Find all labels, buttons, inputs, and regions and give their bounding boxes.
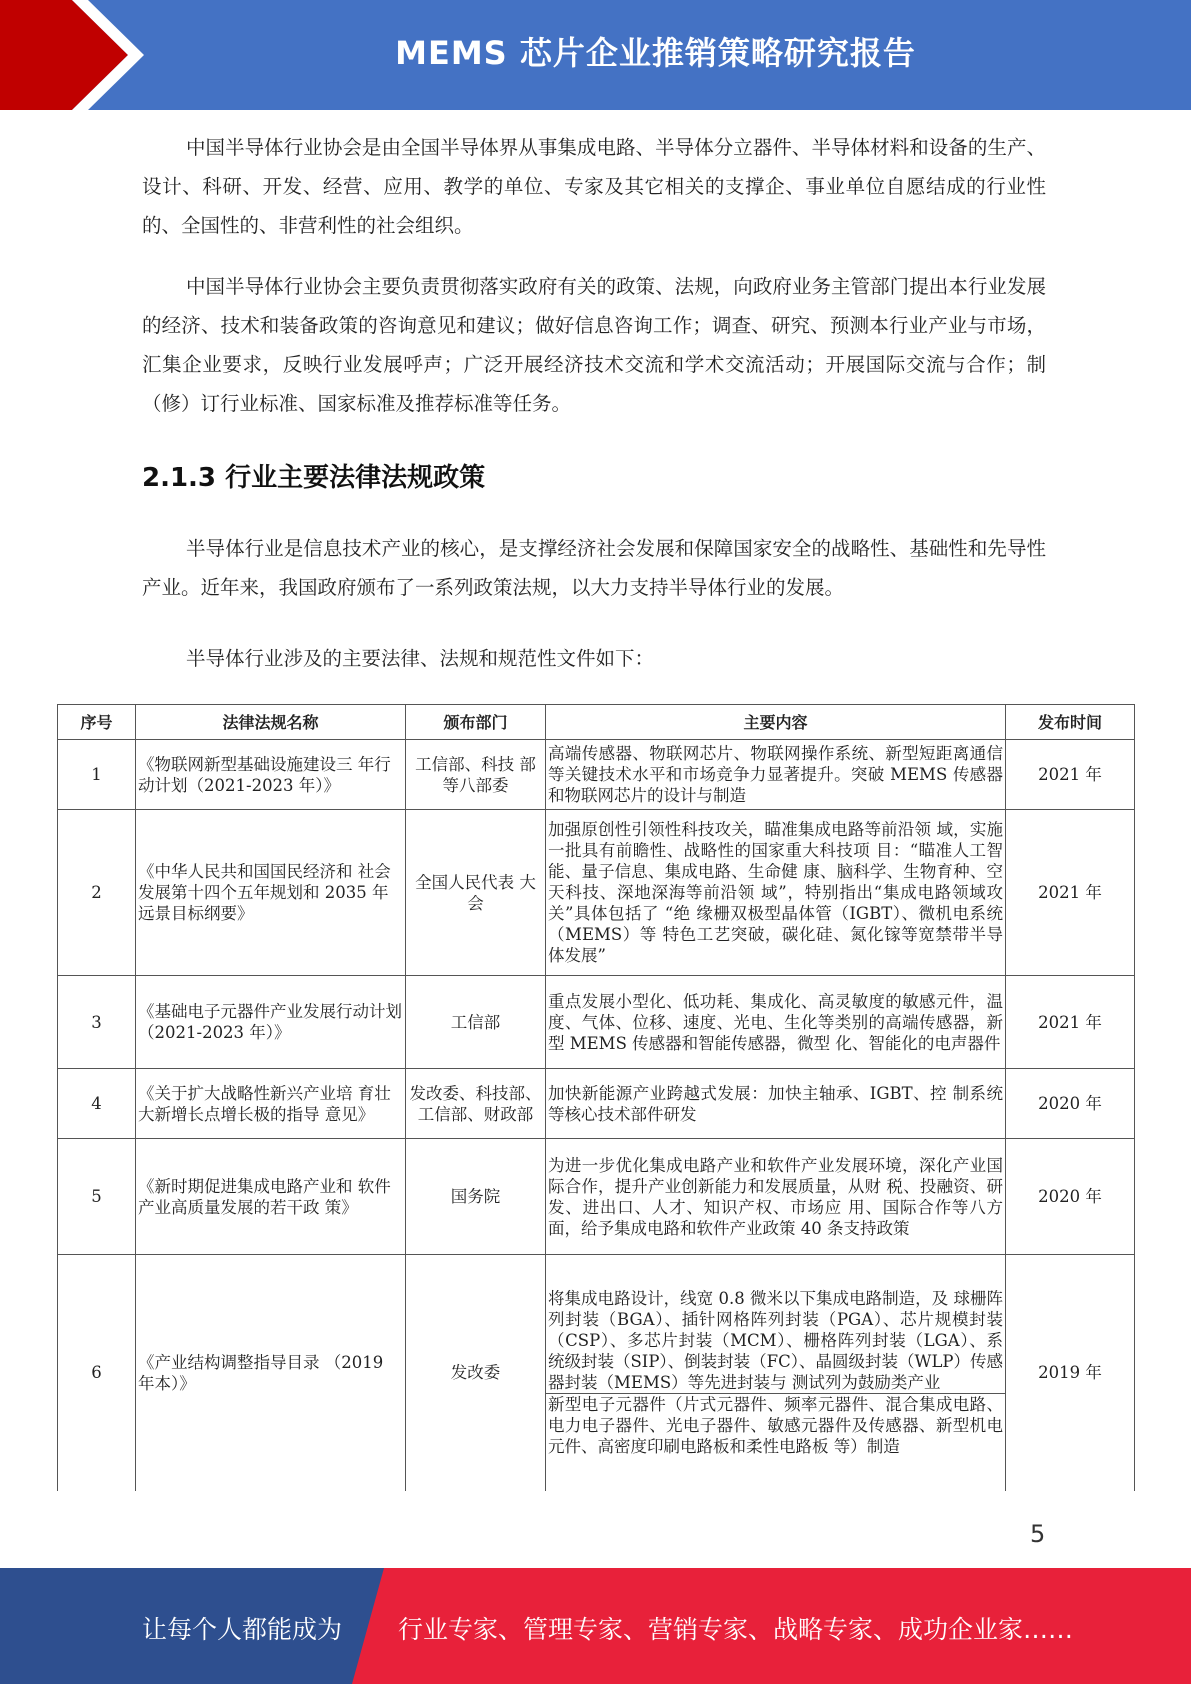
table-row	[58, 1069, 1135, 1139]
cell-content: 加强原创性引领性科技攻关，瞄准集成电路等前沿领 域，实施一批具有前瞻性、战略性的国家重大科技项 目：“瞄准人工智能、量子信息、集成电路、生命健 康、脑科学、生物育种、空天科技、深地深海等前沿领 域”，特别指出“集成电路领域攻关”具体包括了 “绝 缘栅双极型晶体管（IGBT）、微机电系统（MEMS）等 特色工艺突破，碳化硅、氮化镓等宽禁带半导体发展”	[546, 810, 1006, 976]
cell-content: 重点发展小型化、低功耗、集成化、高灵敏度的敏感元件，温度、气体、位移、速度、光电、生化等类别的高端传感器，新型 MEMS 传感器和智能传感器，微型 化、智能化的电声器件	[546, 976, 1006, 1069]
cell-no: 1	[58, 740, 136, 810]
cell-content-part: 新型电子元器件（片式元器件、频率元器件、混合集成电路、电力电子器件、光电子器件、敏感元器件及传感器、新型机电元件、高密度印刷电路板和柔性电路板 等）制造	[548, 1395, 1003, 1457]
table-row	[58, 1139, 1135, 1255]
paragraph-association-duties: 中国半导体行业协会主要负责贯彻落实政府有关的政策、法规，向政府业务主管部门提出本行业发展的经济、技术和装备政策的咨询意见和建议；做好信息咨询工作；调查、研究、预测本行业产业与市场，汇集企业要求，反映行业发展呼声；广泛开展经济技术交流和学术交流活动；开展国际交流与合作；制（修）订行业标准、国家标准及推荐标准等任务。	[142, 275, 1046, 415]
cell-content-part: 将集成电路设计，线宽 0.8 微米以下集成电路制造，及 球栅阵列封装（BGA）、插针网格阵列封装（PGA）、芯片规模封装（CSP）、多芯片封装（MCM）、栅格阵列封装（LGA）、系统级封装（SIP）、倒装封装（FC）、晶圆级封装（WLP）传感器封装（MEMS）等先进封装与 测试列为鼓励类产业	[548, 1289, 1004, 1393]
col-header-date: 发布时间	[1006, 705, 1135, 740]
table-row	[58, 740, 1135, 810]
page-number: 5	[1030, 1520, 1046, 1548]
cell-name: 《新时期促进集成电路产业和 软件产业高质量发展的若干政 策》	[136, 1139, 406, 1255]
cell-no: 3	[58, 976, 136, 1069]
cell-dept: 工信部	[406, 976, 546, 1069]
paragraph-table-intro: 半导体行业涉及的主要法律、法规和规范性文件如下：	[186, 647, 655, 670]
cell-name: 《物联网新型基础设施建设三 年行动计划（2021-2023 年）》	[136, 740, 406, 810]
cell-dept: 发改委	[406, 1255, 546, 1491]
cell-date: 2019 年	[1006, 1255, 1135, 1491]
cell-dept: 全国人民代表 大会	[406, 810, 546, 976]
cell-name: 《基础电子元器件产业发展行动计划（2021-2023 年）》	[136, 976, 406, 1069]
table-row	[58, 976, 1135, 1069]
col-header-content: 主要内容	[546, 705, 1006, 740]
footer-slogan-right: 行业专家、管理专家、营销专家、战略专家、成功企业家……	[398, 1615, 1074, 1644]
cell-no: 5	[58, 1139, 136, 1255]
paragraph-industry-core: 半导体行业是信息技术产业的核心，是支撑经济社会发展和保障国家安全的战略性、基础性和先导性产业。近年来，我国政府颁布了一系列政策法规，以大力支持半导体行业的发展。	[142, 537, 1046, 599]
cell-name: 《中华人民共和国国民经济和 社会发展第十四个五年规划和 2035 年远景目标纲要》	[136, 810, 406, 976]
table-row	[58, 1255, 1135, 1491]
cell-dept: 工信部、科技 部等八部委	[406, 740, 546, 810]
col-header-dept: 颁布部门	[406, 705, 546, 740]
col-header-name: 法律法规名称	[136, 705, 406, 740]
cell-dept: 发改委、科技部、工信部、财政部	[406, 1069, 546, 1139]
report-title: MEMS 芯片企业推销策略研究报告	[395, 34, 916, 72]
cell-date: 2021 年	[1006, 976, 1135, 1069]
cell-date: 2021 年	[1006, 740, 1135, 810]
cell-date: 2020 年	[1006, 1069, 1135, 1139]
cell-no: 2	[58, 810, 136, 976]
page-header	[0, 0, 1191, 110]
cell-content: 为进一步优化集成电路产业和软件产业发展环境，深化产业国际合作，提升产业创新能力和发展质量，从财 税、投融资、研发、进出口、人才、知识产权、市场应 用、国际合作等八方面，给予集成电路和软件产业政策 40 条支持政策	[546, 1139, 1006, 1255]
cell-date: 2021 年	[1006, 810, 1135, 976]
paragraph-association-intro: 中国半导体行业协会是由全国半导体界从事集成电路、半导体分立器件、半导体材料和设备的生产、设计、科研、开发、经营、应用、教学的单位、专家及其它相关的支撑企、事业单位自愿结成的行业性的、全国性的、非营利性的社会组织。	[142, 136, 1046, 237]
table-header-row	[58, 705, 1135, 740]
section-heading: 2.1.3 行业主要法律法规政策	[142, 463, 486, 493]
table-row	[58, 810, 1135, 976]
cell-content: 加快新能源产业跨越式发展：加快主轴承、IGBT、控 制系统等核心技术部件研发	[546, 1069, 1006, 1139]
cell-content	[546, 1255, 1006, 1491]
page-footer	[0, 1568, 1191, 1684]
cell-no: 4	[58, 1069, 136, 1139]
cell-dept: 国务院	[406, 1139, 546, 1255]
cell-date: 2020 年	[1006, 1139, 1135, 1255]
col-header-no: 序号	[58, 705, 136, 740]
footer-slogan-left: 让每个人都能成为	[142, 1615, 343, 1644]
cell-name: 《产业结构调整指导目录 （2019 年本）》	[136, 1255, 406, 1491]
cell-content: 高端传感器、物联网芯片、物联网操作系统、新型短距离通信等关键技术水平和市场竞争力显著提升。突破 MEMS 传感器和物联网芯片的设计与制造	[546, 740, 1006, 810]
cell-name: 《关于扩大战略性新兴产业培 育壮大新增长点增长极的指导 意见》	[136, 1069, 406, 1139]
cell-no: 6	[58, 1255, 136, 1491]
laws-regulations-table	[57, 704, 1135, 1491]
header-arrow-icon	[0, 0, 200, 110]
